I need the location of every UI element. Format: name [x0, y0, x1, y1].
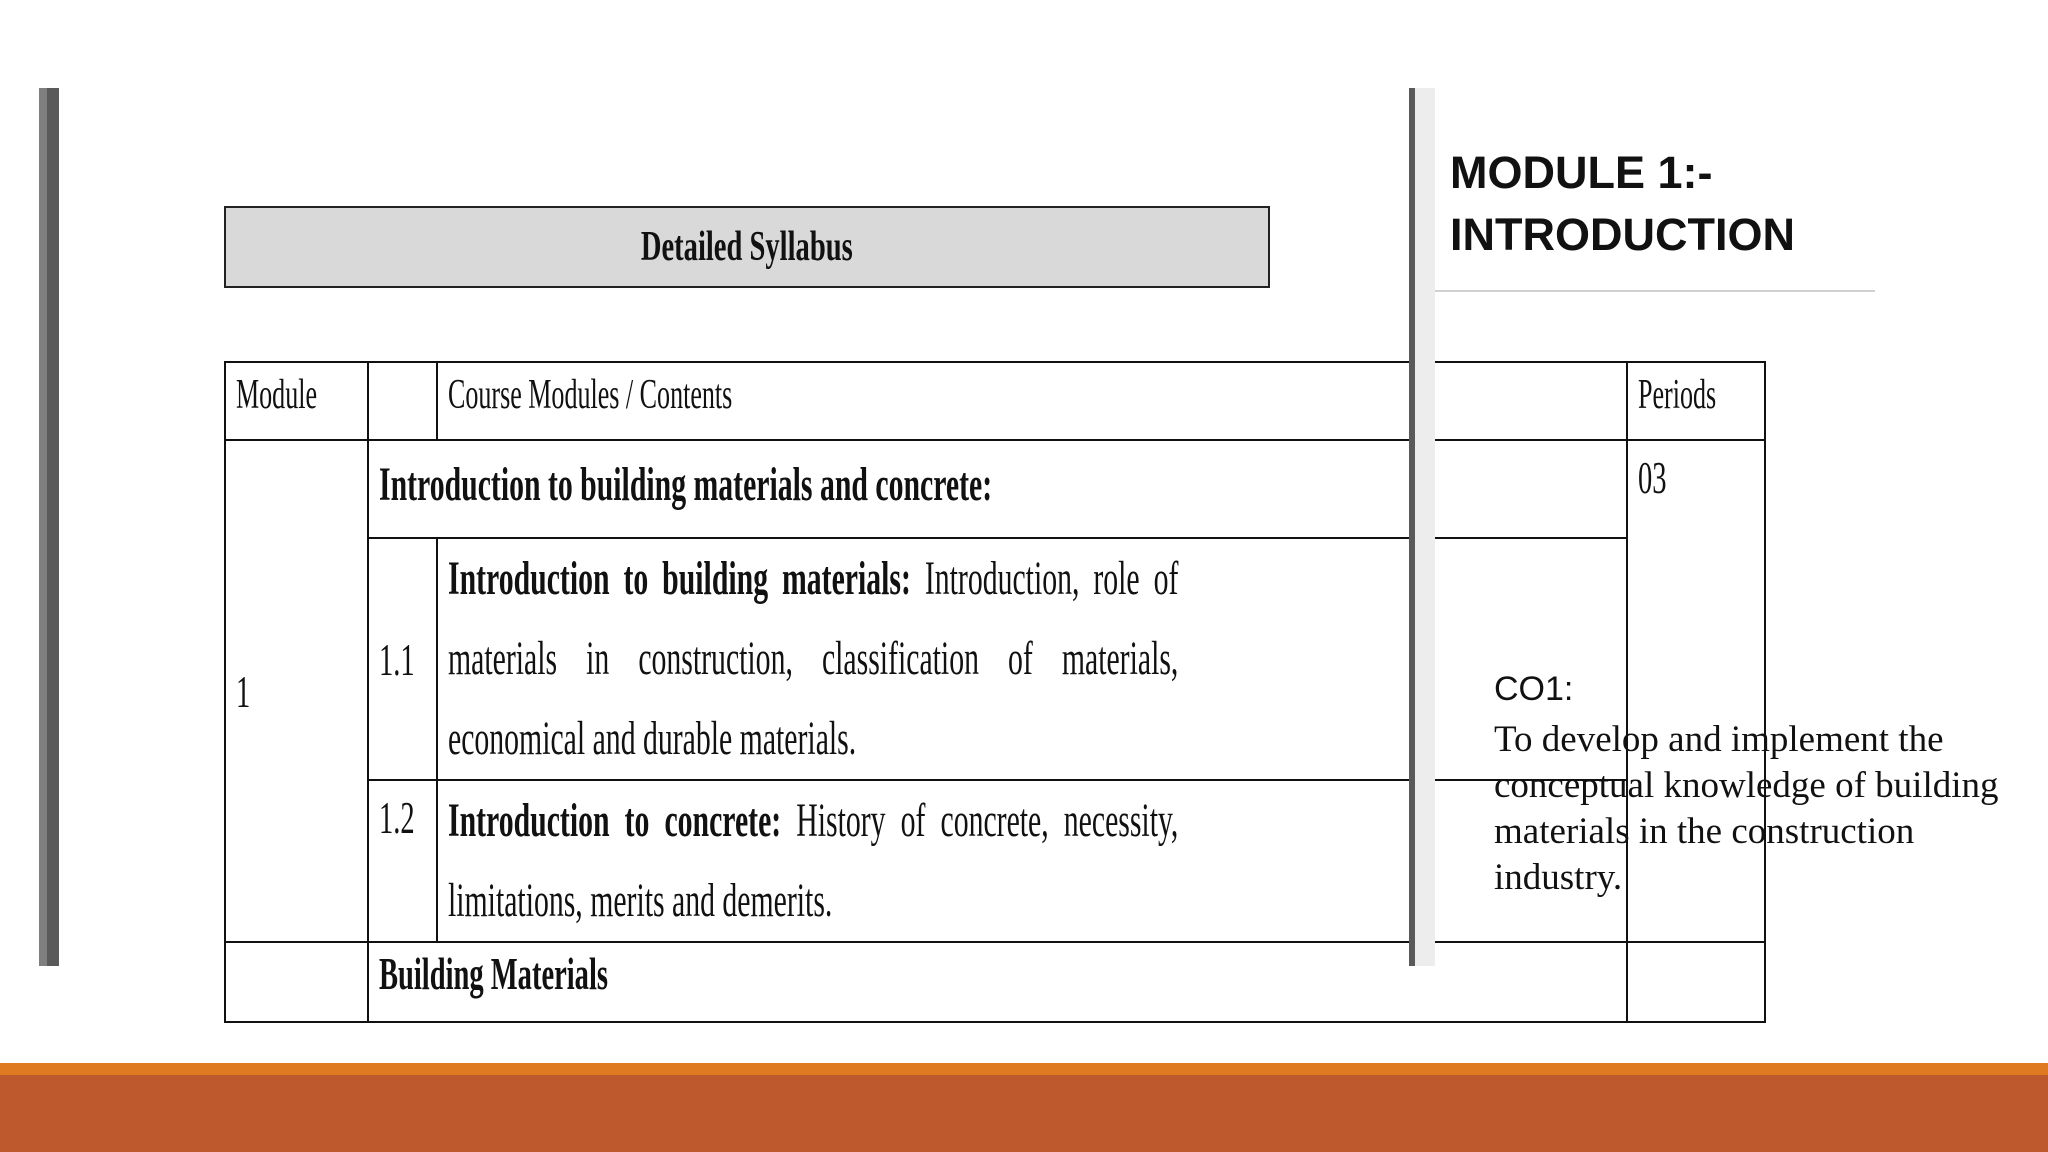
item-body: Introduction, role of materials in construction, classification of materials, economical and durable materials.	[448, 552, 1179, 765]
heading-underline	[1435, 290, 1875, 292]
header-module: Module	[225, 362, 368, 440]
footer-accent-stripe	[0, 1063, 2048, 1075]
next-periods-cell	[1627, 942, 1765, 1022]
table-row	[225, 440, 1765, 538]
item-heading: Introduction to building materials:	[448, 552, 912, 605]
item-content-cell	[437, 538, 1627, 780]
footer-band	[0, 1075, 2048, 1152]
module-number-cell: 1	[225, 440, 368, 942]
syllabus-banner	[224, 206, 1270, 288]
header-number	[368, 362, 438, 440]
periods-cell: 03	[1627, 440, 1765, 942]
module-title-cell: Introduction to building materials and concrete:	[368, 440, 1628, 538]
next-title-cell: Building Materials	[368, 942, 1628, 1022]
item-number-cell: 1.1	[368, 538, 438, 780]
item-content-cell	[437, 780, 1627, 942]
header-periods: Periods	[1627, 362, 1765, 440]
syllabus-banner-title: Detailed Syllabus	[641, 224, 853, 270]
item-heading: Introduction to concrete:	[448, 794, 782, 847]
table-header-row	[225, 362, 1765, 440]
left-accent-rule	[39, 88, 59, 966]
item-number-cell: 1.2	[368, 780, 438, 942]
course-outcome-text: To develop and implement the conceptual knowledge of building materials in the construction industry.	[1494, 719, 1999, 898]
module-heading: MODULE 1:- INTRODUCTION	[1450, 147, 1795, 260]
divider-shade	[1415, 88, 1435, 966]
item-description	[448, 539, 1178, 779]
item-description	[448, 781, 1178, 941]
course-outcome-label: CO1:	[1494, 670, 1574, 708]
item-body: History of concrete, necessity, limitations, merits and demerits.	[448, 794, 1179, 927]
next-module-cell	[225, 942, 368, 1022]
table-row	[225, 942, 1765, 1022]
header-contents: Course Modules / Contents	[437, 362, 1627, 440]
